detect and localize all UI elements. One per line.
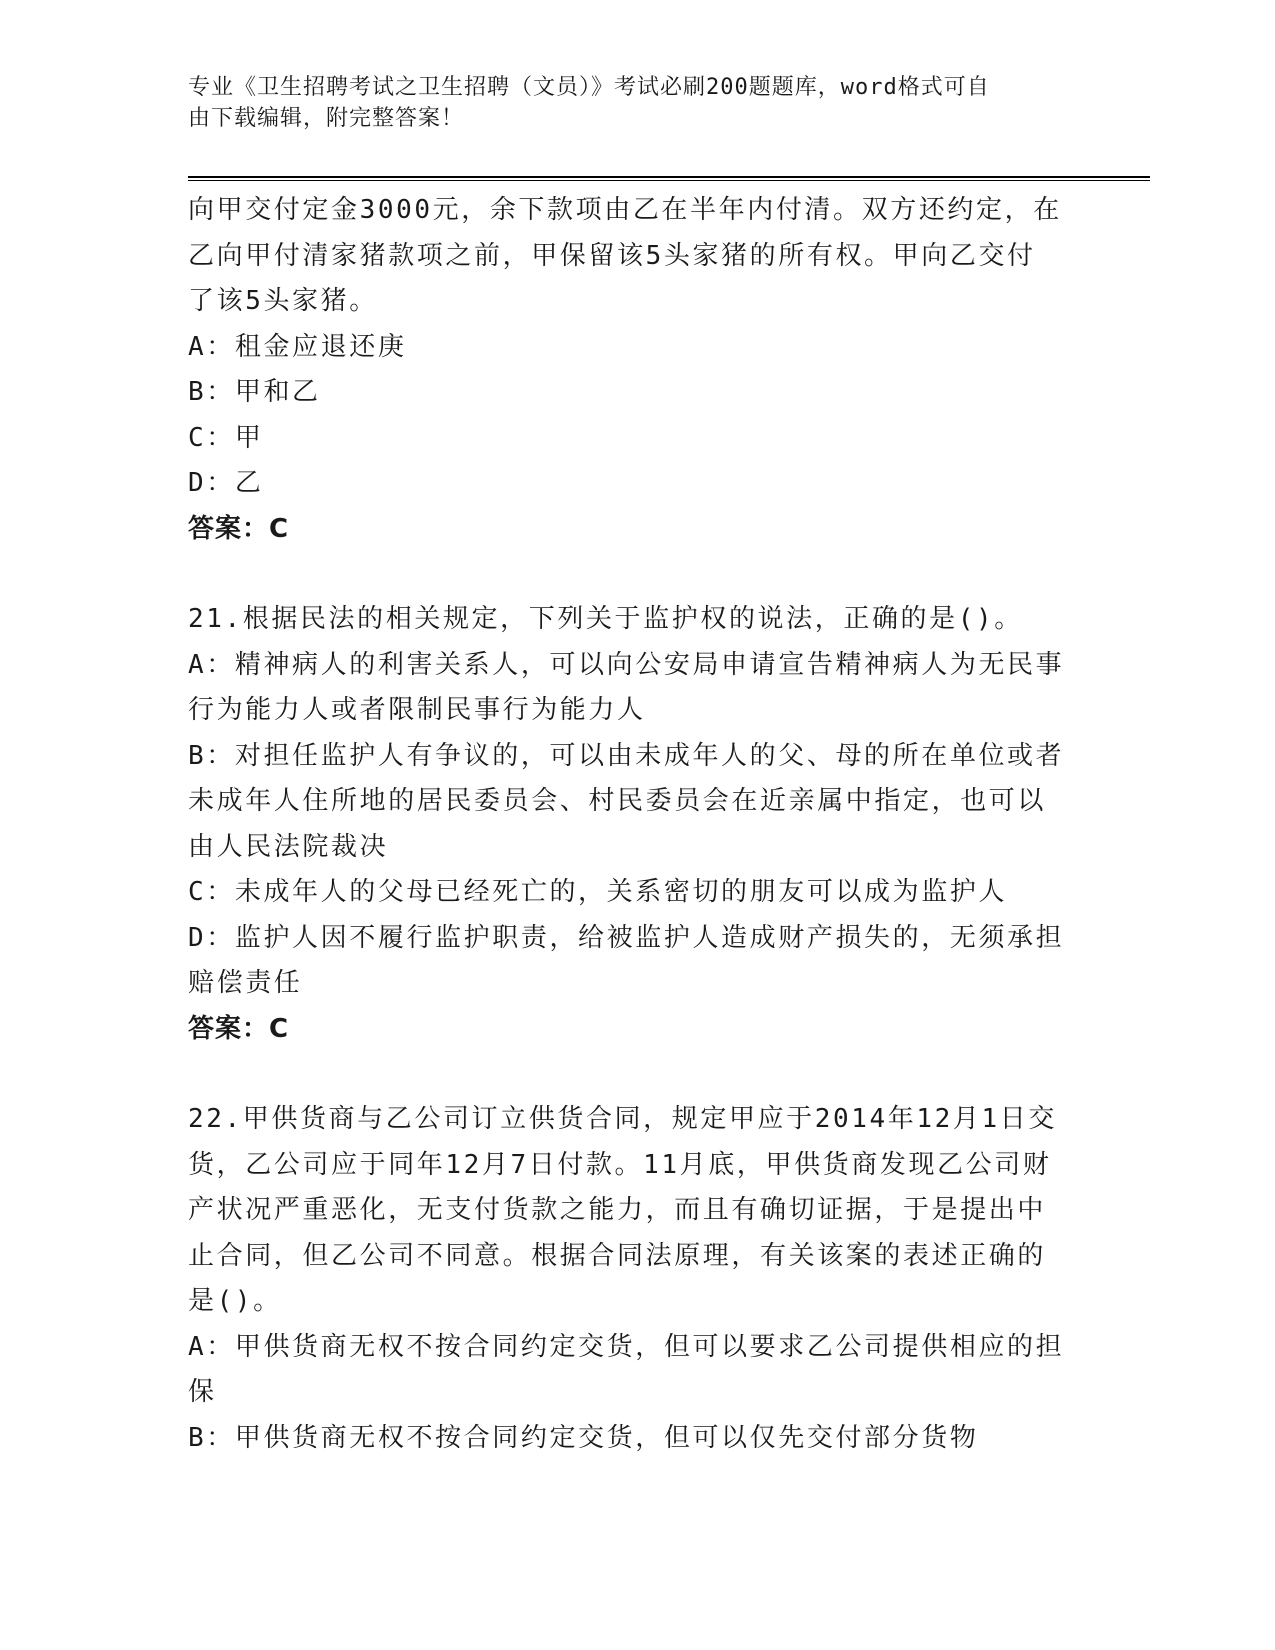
option-a: A：租金应退还庚: [188, 331, 407, 362]
question-text: 了该5头家猪。: [188, 286, 378, 316]
question-text: 货，乙公司应于同年12月7日付款。11月底，甲供货商发现乙公司财: [188, 1149, 1052, 1180]
option-a-cont: 保: [188, 1377, 217, 1407]
answer: 答案：C: [188, 1013, 290, 1044]
option-c: C：未成年人的父母已经死亡的，关系密切的朋友可以成为监护人: [188, 877, 1008, 907]
document-body: [188, 188, 1078, 1461]
question-text: 是()。: [188, 1286, 282, 1316]
question-text: 22.甲供货商与乙公司订立供货合同，规定甲应于2014年12月1日交: [188, 1104, 1057, 1134]
question-text: 产状况严重恶化，无支付货款之能力，而且有确切证据，于是提出中: [188, 1195, 1047, 1225]
option-b: B：对担任监护人有争议的，可以由未成年人的父、母的所在单位或者: [188, 740, 1065, 771]
page-header: [188, 72, 1068, 134]
option-d: D：乙: [188, 468, 264, 498]
option-a: A：甲供货商无权不按合同约定交货，但可以要求乙公司提供相应的担: [188, 1331, 1065, 1362]
spacer: [188, 1052, 1078, 1097]
option-d: D：监护人因不履行监护职责，给被监护人造成财产损失的，无须承担: [188, 922, 1065, 953]
option-a-cont: 行为能力人或者限制民事行为能力人: [188, 695, 646, 725]
spacer: [188, 552, 1078, 597]
question-text: 乙向甲付清家猪款项之前，甲保留该5头家猪的所有权。甲向乙交付: [188, 240, 1036, 271]
header-line: 由下载编辑，附完整答案！: [188, 106, 465, 131]
option-b-cont: 由人民法院裁决: [188, 831, 389, 862]
question-text: 止合同，但乙公司不同意。根据合同法原理，有关该案的表述正确的: [188, 1240, 1047, 1271]
header-line: 专业《卫生招聘考试之卫生招聘（文员）》考试必刷200题题库，word格式可自: [188, 75, 990, 100]
question-block-20: [188, 188, 1078, 552]
question-block-21: [188, 597, 1078, 1052]
question-text: 21.根据民法的相关规定，下列关于监护权的说法，正确的是()。: [188, 604, 1023, 634]
option-b: B：甲供货商无权不按合同约定交货，但可以仅先交付部分货物: [188, 1422, 979, 1453]
option-b-cont: 未成年人住所地的居民委员会、村民委员会在近亲属中指定，也可以: [188, 786, 1047, 816]
header-divider: [188, 176, 1150, 181]
option-a: A：精神病人的利害关系人，可以向公安局申请宣告精神病人为无民事: [188, 649, 1065, 680]
option-d-cont: 赔偿责任: [188, 968, 303, 998]
question-block-22: [188, 1097, 1078, 1461]
answer: 答案：C: [188, 513, 290, 544]
question-text: 向甲交付定金3000元，余下款项由乙在半年内付清。双方还约定，在: [188, 195, 1062, 225]
option-c: C：甲: [188, 422, 264, 453]
option-b: B：甲和乙: [188, 377, 321, 407]
